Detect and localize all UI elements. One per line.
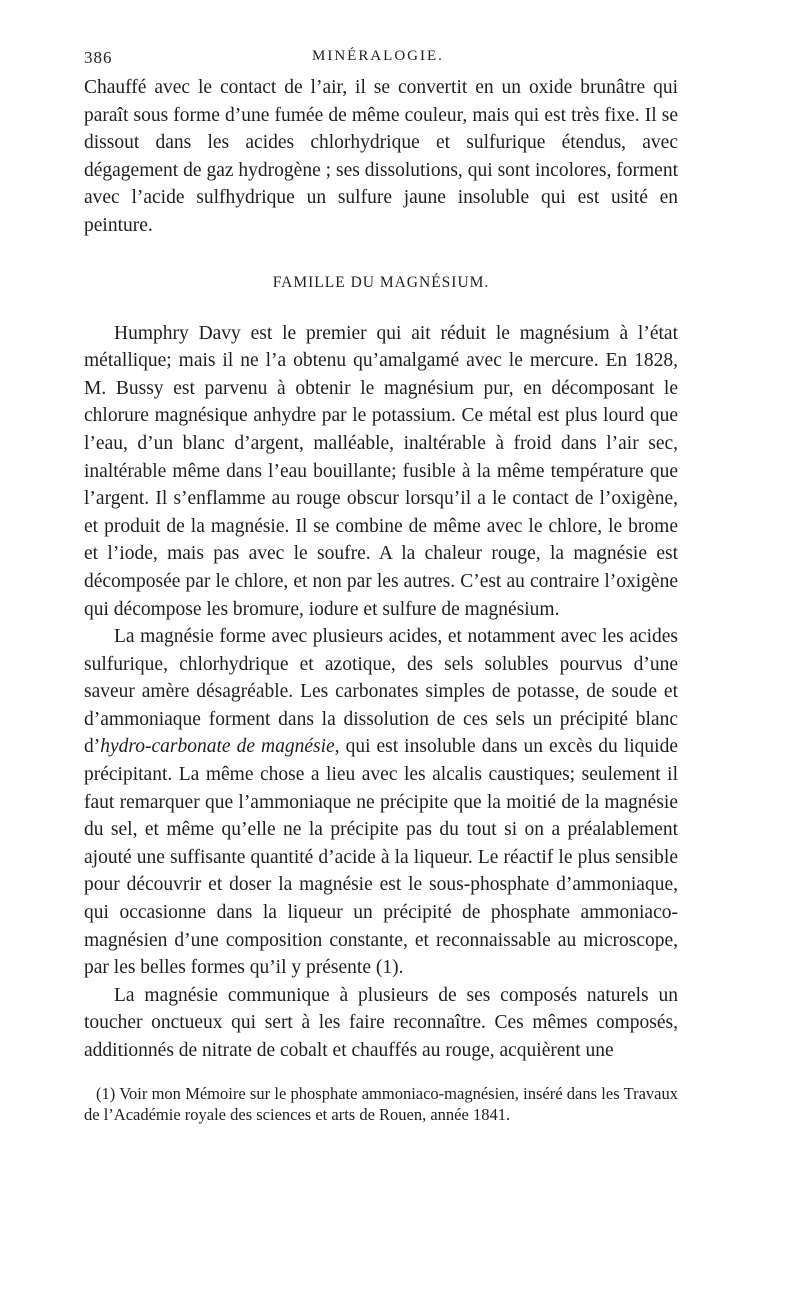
footnote-text: (1) Voir mon Mémoire sur le phosphate ammoniaco-magnésien, inséré dans les Travaux de l’Académie royale des sciences et arts de Rouen, année 1841. bbox=[84, 1083, 678, 1124]
paragraph-magnesie-sels bbox=[84, 623, 678, 982]
paragraph-davy: Humphry Davy est le premier qui ait réduit le magnésium à l’état métallique; mais il ne l’a obtenu qu’amalgamé avec le mercure. En 1828, M. Bussy est parvenu à obtenir le magnésium pur, en décomposant le chlorure magnésique anhydre par le potassium. Ce métal est plus lourd que l’eau, d’un blanc d’argent, malléable, inaltérable à froid dans l’air sec, inaltérable même dans l’eau bouillante; fusible à la même température que l’argent. Il s’enflamme au rouge obscur lorsqu’il a le contact de l’oxigène, et produit de la magnésie. Il se combine de même avec le chlore, le brome et l’iode, mais pas avec le soufre. A la chaleur rouge, la magnésie est décomposée par le chlore, et non par les autres. C’est au contraire l’oxigène qui décompose les bromure, iodure et sulfure de magnésium. bbox=[84, 322, 678, 620]
italic-term: hydro-carbonate de magnésie bbox=[100, 736, 335, 758]
running-title: MINÉRALOGIE. bbox=[312, 48, 444, 64]
body-text bbox=[84, 74, 678, 1065]
footnote bbox=[84, 1083, 678, 1125]
section-heading: FAMILLE DU MAGNÉSIUM. bbox=[272, 273, 490, 291]
paragraph-toucher-onctueux: La magnésie communique à plusieurs de ses composés naturels un toucher onctueux qui sert à les faire reconnaître. Ces mêmes composés, additionnés de nitrate de cobalt et chauffés au rouge, acquièrent une bbox=[84, 984, 678, 1061]
page-number: 386 bbox=[84, 48, 113, 67]
opening-paragraph: Chauffé avec le contact de l’air, il se convertit en un oxide brunâtre qui paraît sous forme d’une fumée de même couleur, mais qui est très fixe. Il se dissout dans les acides chlorhydrique et sulfurique étendus, avec dégagement de gaz hydrogène ; ses dissolutions, qui sont incolores, forment avec l’acide sulfhydrique un sulfure jaune insoluble qui est usité en peinture. bbox=[84, 77, 678, 236]
running-head bbox=[84, 40, 678, 74]
book-page bbox=[84, 40, 678, 1125]
paragraph-text-end: , qui est insoluble dans un excès du liquide précipitant. La même chose a lieu avec les alcalis caustiques; seulement il faut remarquer que l’ammoniaque ne précipite que la moitié de la magnésie du sel, et même qu’elle ne la précipite pas du tout si on a préalablement ajouté une suffisante quantité d’acide à la liqueur. Le réactif le plus sensible pour découvrir et doser la magnésie est le sous-phosphate d’ammoniaque, qui occasionne dans la liqueur un précipité de phosphate ammoniaco-magnésien d’une composition constante, et reconnaissable au microscope, par les belles formes qu’il y présente (1). bbox=[84, 736, 678, 979]
paragraph-text-start: La magnésie forme avec plusieurs acides, et notamment avec les acides sulfurique, chlorhydrique et azotique, des sels solubles pourvus d’une saveur amère désagréable. Les carbonates simples de potasse, de soude et d’ammoniaque forment dans la dissolution de ces sels un précipité blanc d’ bbox=[84, 626, 678, 758]
